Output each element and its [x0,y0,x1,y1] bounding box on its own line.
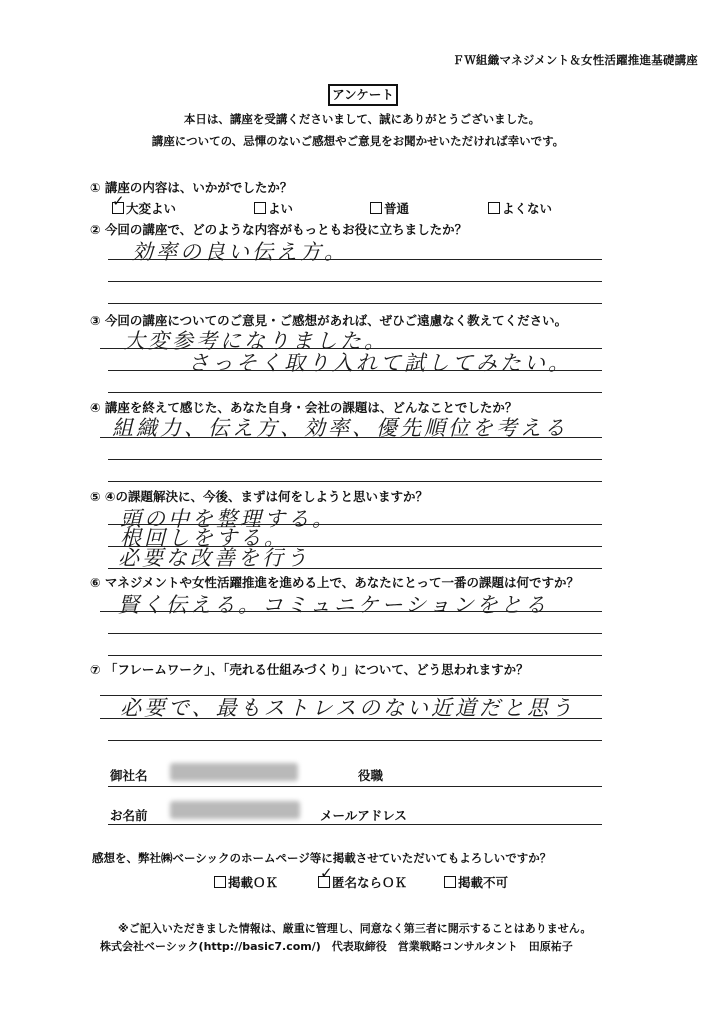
answer-line [108,568,602,569]
company-label: 御社名 [110,768,148,783]
answer-line [108,481,602,482]
q3-answer-2: さっそく取り入れて試してみたい。 [188,351,572,375]
checkbox-icon [254,202,266,214]
company-value-redacted [170,763,298,781]
q2-answer-1: 効率の良い伝え方。 [132,240,348,264]
answer-line [108,370,602,371]
header-title: ＦＷ組織マネジメント＆女性活躍推進基礎講座 [452,53,698,67]
publish-option-no[interactable]: 掲載不可 [444,873,508,891]
q5-answer-3: 必要な改善を行う [118,546,310,570]
name-field-line[interactable] [108,824,602,825]
answer-line [108,459,602,460]
intro-line-1: 本日は、講座を受講くださいまして、誠にありがとうございました。 [183,112,541,126]
email-label: メールアドレス [320,808,407,823]
checkbox-icon [214,876,226,888]
answer-line [100,611,602,612]
question-1: ① 講座の内容は、いかがでしたか？ [90,180,293,195]
answer-line [100,437,602,438]
q1-option-poor[interactable]: よくない [488,199,552,217]
publish-question: 感想を、弊社㈱ベーシックのホームページ等に掲載させていただいてもよろしいですか？ [92,851,552,865]
q6-answer-1: 賢く伝える。コミュニケーションをとる [118,593,549,617]
company-credit: 株式会社ベーシック(http://basic7.com/) 代表取締役 営業戦略コンサルタント 田原祐子 [100,940,573,953]
question-2: ② 今回の講座で、どのような内容がもっともお役に立ちましたか？ [90,222,468,237]
question-7: ⑦ 「フレームワーク」、「売れる仕組みづくり」について、どう思われますか？ [90,662,529,677]
q1-option-good[interactable]: よい [254,199,293,217]
publish-option-anonymous[interactable]: 匿名ならＯＫ ✓ [320,864,408,890]
answer-line [108,303,602,304]
name-label: お名前 [110,808,148,823]
intro-line-2: 講座についての、忌憚のないご感想やご意見をお聞かせいただければ幸いです。 [151,134,565,148]
answer-line [108,655,602,656]
question-6: ⑥ マネジメントや女性活躍推進を進める上で、あなたにとって一番の課題は何ですか？ [90,575,580,590]
answer-line [108,259,602,260]
checkmark-icon: ✓ [112,192,125,210]
q3-answer-1: 大変参考になりました。 [124,329,388,353]
publish-option-ok[interactable]: 掲載ＯＫ [214,873,278,891]
answer-line [100,718,602,719]
q1-option-average[interactable]: 普通 [370,199,409,217]
checkmark-icon: ✓ [320,864,333,882]
q4-answer-1: 組織力、伝え方、効率、優先順位を考える [112,416,568,440]
name-value-redacted [170,801,300,819]
q7-answer-1: 必要で、最もストレスのない近道だと思う [120,696,575,720]
answer-line [108,740,602,741]
answer-line [108,633,602,634]
q5-answer-1: 頭の中を整理する。 [120,507,336,531]
answer-line [108,392,602,393]
privacy-notice: ※ご記入いただきました情報は、厳重に管理し、同意なく第三者に開示することはありません。 [118,922,592,935]
survey-title: アンケート [328,84,398,106]
question-4: ④ 講座を終えて感じた、あなた自身・会社の課題は、どんなことでしたか？ [90,400,518,415]
q5-answer-2: 根回しをする。 [120,526,288,550]
answer-line [108,281,602,282]
company-field-line[interactable] [108,786,602,787]
position-label: 役職 [358,768,384,783]
checkbox-icon [488,202,500,214]
question-5: ⑤ ④の課題解決に、今後、まずは何をしようと思いますか？ [90,489,429,504]
checkbox-icon [370,202,382,214]
checkbox-icon [444,876,456,888]
question-3: ③ 今回の講座についてのご意見・ご感想があれば、ぜひご遠慮なく教えてください。 [90,313,568,328]
q1-option-very-good[interactable]: 大変よい ✓ [112,192,177,216]
